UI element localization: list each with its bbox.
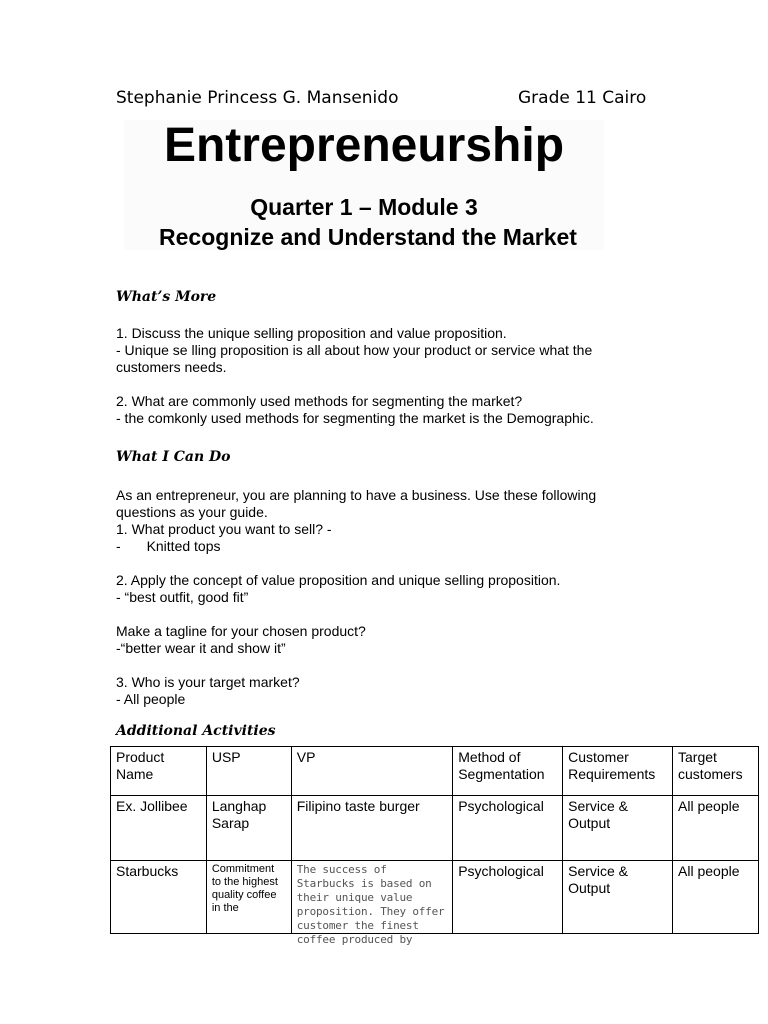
header-cell: Product Name [111,747,207,796]
intro-line-2: questions as your guide. [116,504,268,520]
additional-activities-heading: Additional Activities [116,723,276,739]
vp-text: The success of Starbucks is based on their unique value proposition. They offer customer the finest coffee produced by [296,863,445,946]
tagline-answer: -“better wear it and show it” [116,640,286,656]
what-i-can-do-section [116,487,756,708]
table-cell: Filipino taste burger [291,796,452,861]
table-cell [206,861,291,934]
table-cell: All people [673,796,759,861]
question-2: 2. Apply the concept of value proposition and unique selling proposition. [116,572,561,588]
question-1: 1. Discuss the unique selling proposition and value proposition. [116,325,507,341]
activities-table [110,746,759,946]
document-title: Entrepreneurship [163,119,565,172]
header-cell: Customer Requirements [563,747,673,796]
answer-2: - “best outfit, good fit” [116,589,249,605]
table-cell: Service & Output [563,861,673,934]
student-name: Stephanie Princess G. Mansenido [116,88,399,108]
answer-1-dash: - [116,538,121,554]
module-label: Quarter 1 – Module 3 [250,194,478,220]
answer-1-line-2: customers needs. [116,359,227,375]
answer-1-line-1: - Unique se lling proposition is all about how your product or service what the [116,342,593,358]
answer-2: - the comkonly used methods for segmenting the market is the Demographic. [116,410,594,426]
table-cell: Ex. Jollibee [111,796,207,861]
grade-section: Grade 11 Cairo [518,88,647,108]
whats-more-section [116,325,756,427]
header-cell: VP [291,747,452,796]
tagline-question: Make a tagline for your chosen product? [116,623,366,639]
table-row [111,796,759,861]
module-subtitle: Recognize and Understand the Market [159,224,577,250]
table-cell: Langhap Sarap [206,796,291,861]
answer-1-text: Knitted tops [146,538,221,554]
answer-3: - All people [116,691,186,707]
table-cell: Psychological [453,861,563,934]
table-cell [291,861,452,946]
table-cell: Service & Output [563,796,673,861]
table-row [111,861,759,934]
table-cell: Starbucks [111,861,207,934]
table-cell: All people [673,861,759,934]
table-header-row [111,747,759,796]
table-cell: Psychological [453,796,563,861]
header-cell: Method of Segmentation [453,747,563,796]
whats-more-heading: What’s More [116,289,217,305]
header-cell: Target customers [673,747,759,796]
question-2: 2. What are commonly used methods for segmenting the market? [116,393,523,409]
answer-1 [116,538,756,555]
usp-text: Commitment to the highest quality coffee in the [211,863,278,914]
question-3: 3. Who is your target market? [116,674,300,690]
what-i-can-do-heading: What I Can Do [116,449,231,465]
header-cell: USP [206,747,291,796]
intro-line-1: As an entrepreneur, you are planning to have a business. Use these following [116,487,597,503]
question-1: 1. What product you want to sell? - [116,521,332,537]
